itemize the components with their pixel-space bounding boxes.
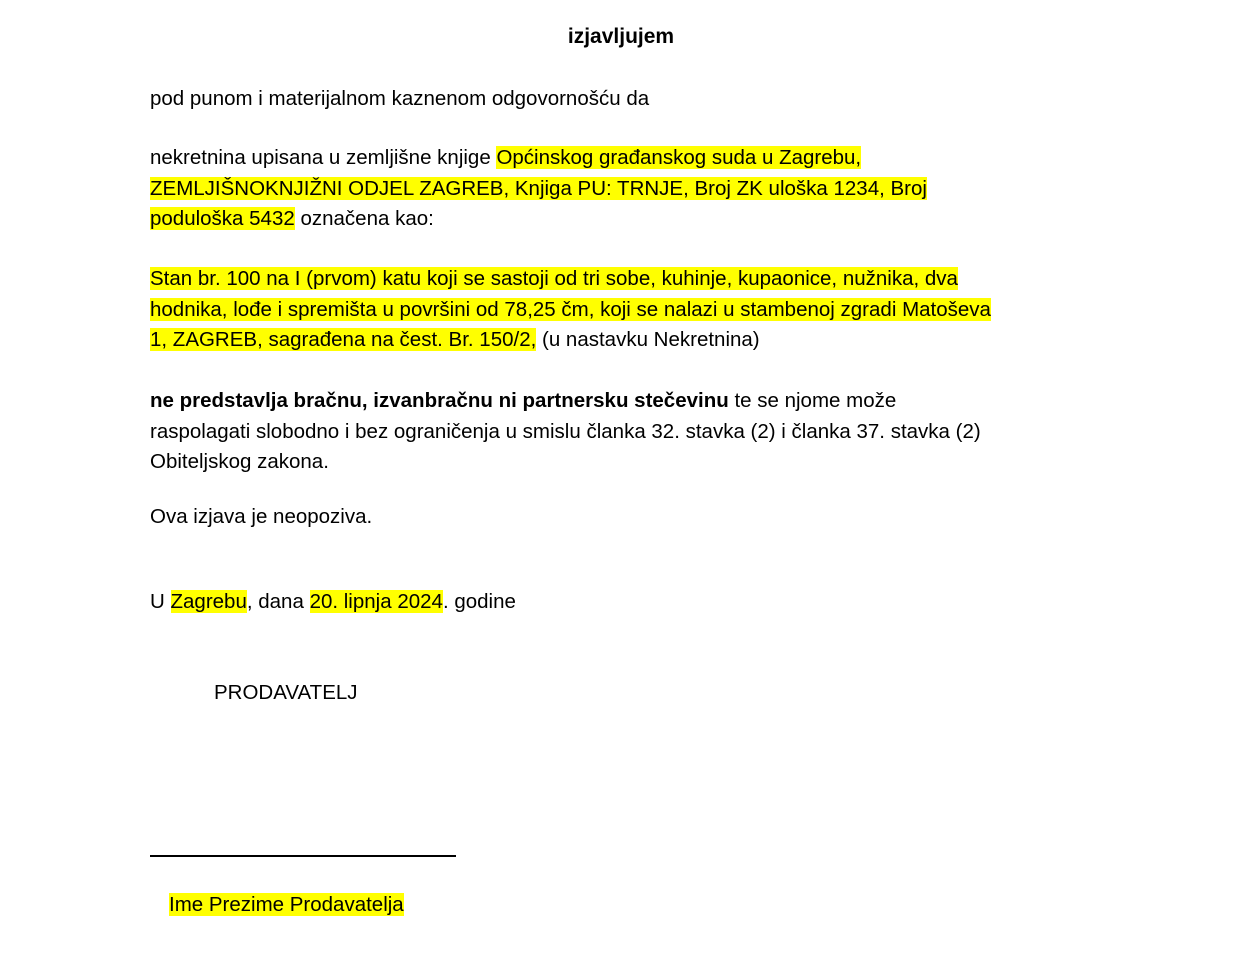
- declaration-line-3: Obiteljskog zakona.: [150, 450, 329, 473]
- declaration-line-1-rest: te se njome može: [728, 389, 897, 412]
- registry-line-3: [150, 204, 1110, 235]
- highlight-description-3: 1, ZAGREB, sagrađena na čest. Br. 150/2,: [150, 328, 537, 351]
- declaration-bold: ne predstavlja bračnu, izvanbračnu ni partnersku stečevinu: [150, 389, 729, 412]
- place-prefix: U: [150, 590, 171, 613]
- place-date-line: [150, 587, 1110, 618]
- property-registry-paragraph: [150, 143, 1110, 235]
- highlight-date: 20. lipnja 2024: [309, 590, 443, 613]
- registry-prefix: nekretnina upisana u zemljišne knjige: [150, 146, 497, 169]
- highlight-city: Zagrebu: [170, 590, 247, 613]
- signature-role: PRODAVATELJ: [214, 681, 358, 704]
- date-suffix: . godine: [442, 590, 516, 613]
- description-suffix: (u nastavku Nekretnina): [536, 328, 760, 351]
- highlight-subregistry: poduloška 5432: [150, 207, 295, 230]
- signature-name-line: [169, 890, 1129, 921]
- signature-line: [150, 855, 456, 857]
- declaration-paragraph: [150, 386, 1110, 478]
- declaration-line-1: [150, 386, 1110, 417]
- description-line-1: [150, 264, 1110, 295]
- highlight-seller-name: Ime Prezime Prodavatelja: [169, 893, 404, 916]
- highlight-description-1: Stan br. 100 na I (prvom) katu koji se sastoji od tri sobe, kuhinje, kupaonice, nužnika, dva: [150, 267, 958, 290]
- date-middle: , dana: [246, 590, 310, 613]
- registry-line-2: [150, 174, 1110, 205]
- highlight-court: Općinskog građanskog suda u Zagrebu,: [496, 146, 862, 169]
- property-description-paragraph: [150, 264, 1110, 356]
- highlight-description-2: hodnika, lođe i spremišta u površini od 78,25 čm, koji se nalazi u stambenoj zgradi Matoševa: [150, 297, 991, 321]
- declaration-line-2: raspolagati slobodno i bez ograničenja u smislu članka 32. stavka (2) i članka 37. stavka (2): [150, 419, 981, 443]
- description-line-3: [150, 325, 1110, 356]
- intro-paragraph: pod punom i materijalnom kaznenom odgovornošću da: [150, 87, 650, 110]
- document-title: izjavljujem: [567, 25, 675, 48]
- irrevocable-statement: Ova izjava je neopoziva.: [150, 505, 373, 528]
- registry-line-1: [150, 143, 1110, 174]
- registry-suffix: označena kao:: [294, 207, 434, 230]
- highlight-registry-details: ZEMLJIŠNOKNJIŽNI ODJEL ZAGREB, Knjiga PU: TRNJE, Broj ZK uloška 1234, Broj: [150, 176, 927, 200]
- description-line-2: [150, 295, 1110, 326]
